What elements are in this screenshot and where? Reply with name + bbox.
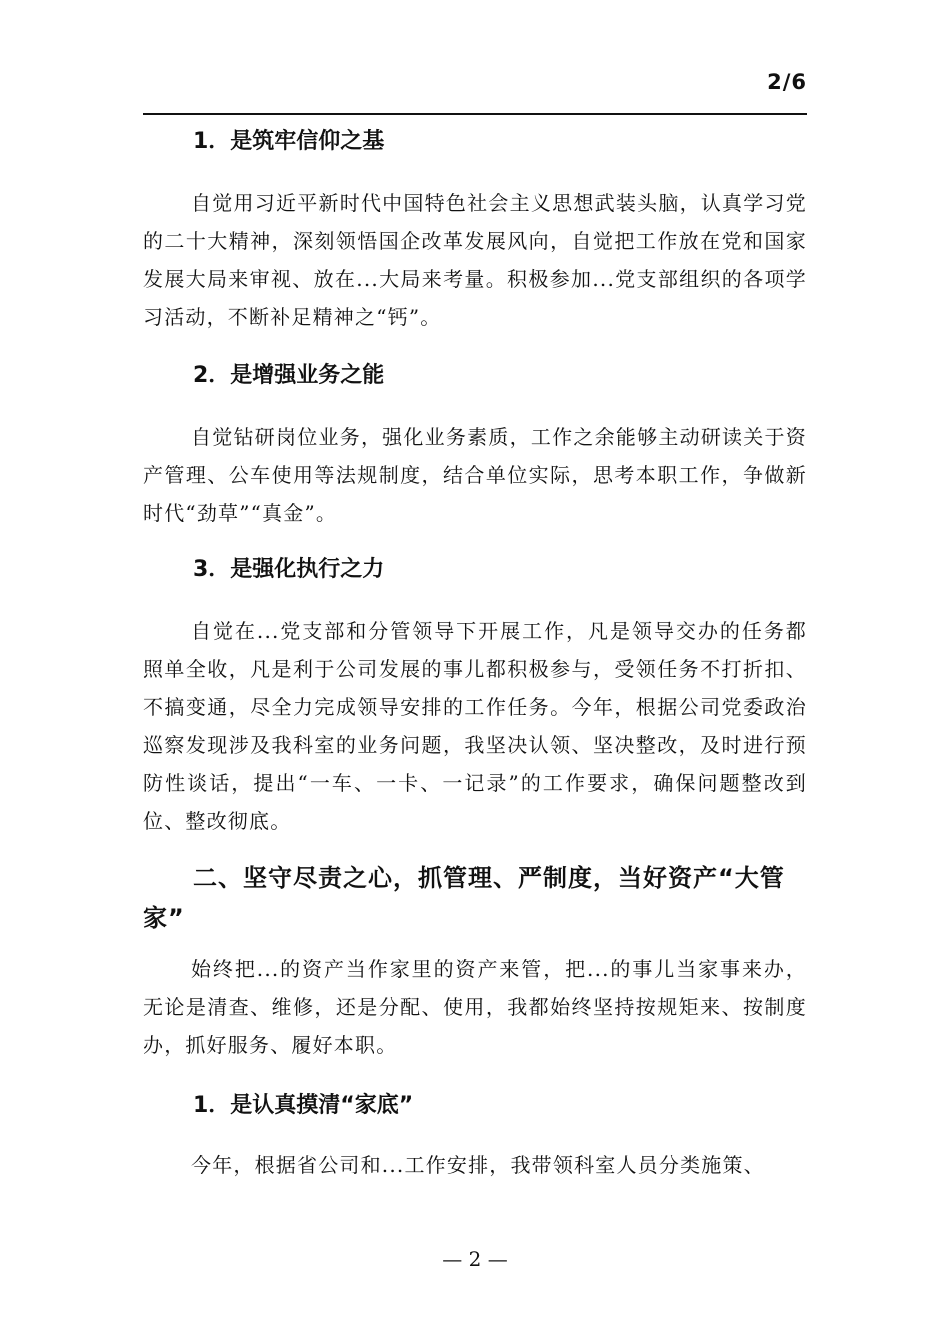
- subheading-4: 1．是认真摸清“家底”: [193, 1093, 414, 1118]
- subheading-1: 1．是筑牢信仰之基: [193, 129, 385, 154]
- subheading-3: 3．是强化执行之力: [193, 557, 385, 582]
- page-footer-number: — 2 —: [442, 1247, 508, 1271]
- page-indicator: 2/6: [767, 70, 807, 94]
- paragraph-3: 自觉在...党支部和分管领导下开展工作，凡是领导交办的任务都照单全收，凡是利于公司发展的事儿都积极参与，受领任务不打折扣、不搞变通，尽全力完成领导安排的工作任务。今年，根据公司党委政治巡察发现涉及我科室的业务问题，我坚决认领、坚决整改，及时进行预防性谈话，提出“一车、一卡、一记录”的工作要求，确保问题整改到位、整改彻底。: [143, 619, 807, 833]
- paragraph-1: 自觉用习近平新时代中国特色社会主义思想武装头脑，认真学习党的二十大精神，深刻领悟国企改革发展风向，自觉把工作放在党和国家发展大局来审视、放在...大局来考量。积极参加...党支部组织的各项学习活动，不断补足精神之“钙”。: [143, 191, 807, 329]
- paragraph-4: 始终把...的资产当作家里的资产来管，把...的事儿当家事来办，无论是清查、维修，还是分配、使用，我都始终坚持按规矩来、按制度办，抓好服务、履好本职。: [143, 957, 807, 1057]
- document-body: [143, 112, 807, 1184]
- paragraph-5: 今年，根据省公司和...工作安排，我带领科室人员分类施策、: [191, 1153, 765, 1177]
- section-heading-2: 二、坚守尽责之心，抓管理、严制度，当好资产“大管家”: [143, 864, 785, 932]
- subheading-2: 2．是增强业务之能: [193, 363, 385, 388]
- paragraph-2: 自觉钻研岗位业务，强化业务素质，工作之余能够主动研读关于资产管理、公车使用等法规制度，结合单位实际，思考本职工作，争做新时代“劲草”“真金”。: [143, 425, 807, 525]
